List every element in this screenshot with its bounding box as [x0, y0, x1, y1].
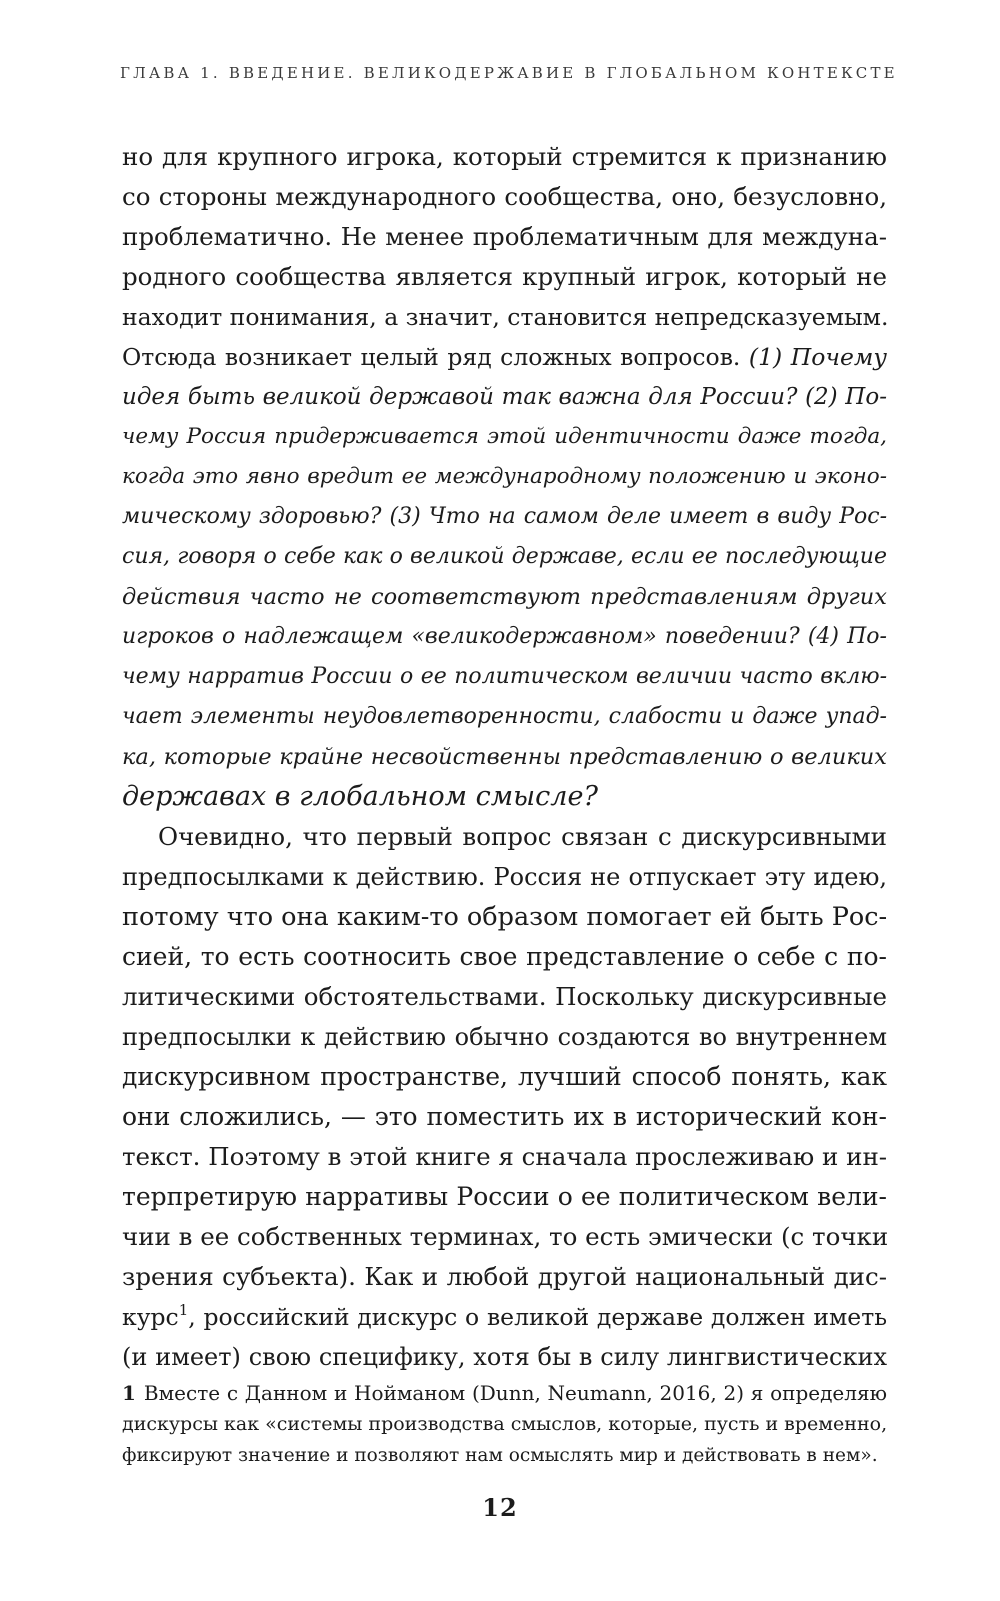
main-text	[122, 137, 887, 1377]
text-segment: курс	[122, 1303, 179, 1331]
footnote-reference[interactable]: 1	[178, 1301, 189, 1319]
text-line: предпосылки к действию обычно создаются во внутреннем	[122, 1023, 887, 1051]
text-line: со стороны международного сообщества, оно, безусловно,	[122, 182, 887, 211]
question-line: чему Россия придерживается этой идентичности даже тогда,	[122, 424, 887, 449]
text-line: предпосылками к действию. Россия не отпускает эту идею,	[122, 863, 887, 891]
text-line: сией, то есть соотносить свое представление о себе с по-	[122, 942, 887, 971]
text-line: текст. Поэтому в этой книге я сначала прослеживаю и ин-	[122, 1142, 888, 1171]
footnote-mark: 1	[122, 1381, 136, 1405]
text-line: находит понимания, а значит, становится непредсказуемым.	[122, 303, 889, 331]
footnote	[122, 1378, 887, 1471]
footnote-text: Вместе с Данном и Нойманом (Dunn, Neumann, 2016, 2) я определяю	[143, 1381, 887, 1405]
text-line	[122, 337, 887, 377]
text-line: они сложились, — это поместить их в исторический кон-	[122, 1102, 887, 1131]
question-line: ка, которые крайне несвойственны представлению о великих	[122, 744, 887, 770]
question-line: когда это явно вредит ее международному положению и эконо-	[122, 464, 887, 489]
question-line: чает элементы неудовлетворенности, слабости и даже упад-	[122, 704, 887, 729]
text-line: чии в ее собственных терминах, то есть эмически (с точки	[122, 1222, 889, 1251]
question-line: сия, говоря о себе как о великой державе, если ее последующие	[122, 544, 887, 569]
text-line: проблематично. Не менее проблематичным для междуна-	[122, 222, 887, 251]
page-number: 12	[482, 1493, 518, 1522]
text-line: дискурсивном пространстве, лучший способ понять, как	[122, 1062, 887, 1091]
text-line: зрения субъекта). Как и любой другой национальный дис-	[122, 1262, 887, 1291]
text-segment: , российский дискурс о великой державе должен иметь	[188, 1303, 887, 1331]
running-head: ГЛАВА 1. ВВЕДЕНИЕ. ВЕЛИКОДЕРЖАВИЕ В ГЛОБАЛЬНОМ КОНТЕКСТЕ	[120, 64, 898, 82]
question-line: идея быть великой державой так важна для России? (2) По-	[122, 384, 887, 410]
question-line: чему нарратив России о ее политическом величии часто вклю-	[122, 664, 887, 689]
footnote-line	[122, 1378, 887, 1409]
text-segment: Отсюда возникает целый ряд сложных вопросов.	[122, 343, 741, 371]
question-line: действия часто не соответствуют представлениям других	[122, 584, 887, 610]
text-line: потому что она каким-то образом помогает ей быть Рос-	[122, 902, 888, 932]
text-line: (и имеет) свою специфику, хотя бы в силу лингвистических	[122, 1343, 887, 1371]
text-line: родного сообщества является крупный игрок, который не	[122, 262, 887, 291]
footnote-line: дискурсы как «системы производства смыслов, которые, пусть и временно,	[122, 1413, 888, 1435]
text-line: но для крупного игрока, который стремится к признанию	[122, 142, 887, 171]
question-segment: (1) Почему	[748, 343, 887, 371]
paragraph-first-line: Очевидно, что первый вопрос связан с дискурсивными	[158, 822, 887, 851]
footnote-line: фиксируют значение и позволяют нам осмыслять мир и действовать в нем».	[122, 1445, 878, 1466]
question-line: державах в глобальном смысле?	[122, 781, 598, 812]
text-line: терпретирую нарративы России о ее политическом вели-	[122, 1182, 887, 1211]
question-line: игроков о надлежащем «великодержавном» поведении? (4) По-	[122, 624, 887, 649]
text-line: литическими обстоятельствами. Поскольку дискурсивные	[122, 982, 887, 1011]
question-line: мическому здоровью? (3) Что на самом деле имеет в виду Рос-	[122, 504, 887, 529]
text-line	[122, 1297, 887, 1337]
